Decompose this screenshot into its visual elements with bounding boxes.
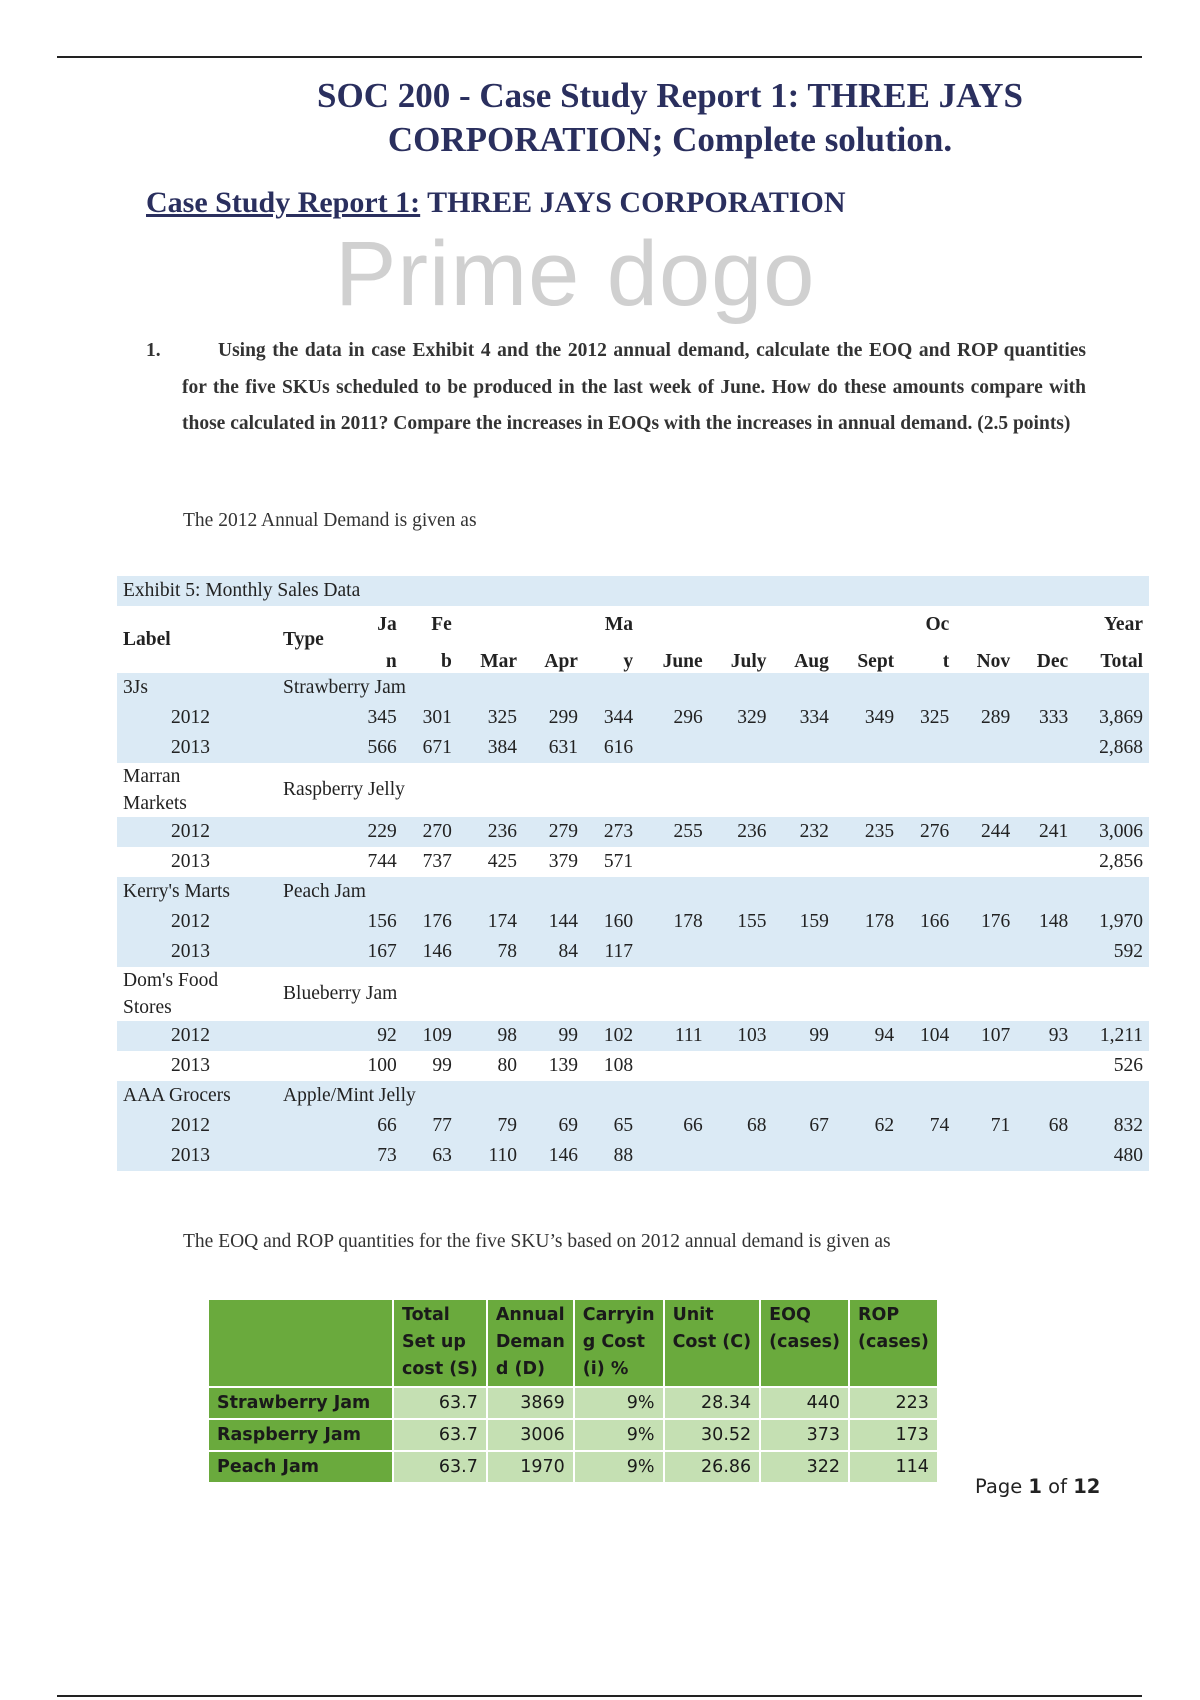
eoq-header-line: (cases) — [858, 1332, 929, 1352]
eoq-header-line: Carryin — [582, 1305, 655, 1325]
month-value: 296 — [639, 703, 709, 733]
month-value: 236 — [709, 817, 773, 847]
customer-label-line: Dom's Food — [123, 970, 219, 991]
eoq-header-line: Annual — [495, 1305, 565, 1325]
month-value: 737 — [422, 851, 452, 872]
eoq-rop-table — [207, 1298, 939, 1484]
month-value: 344 — [584, 703, 639, 733]
type-spacer — [277, 1021, 348, 1051]
empty-cell — [900, 733, 955, 763]
empty-cell — [1016, 1141, 1074, 1171]
section-heading — [146, 186, 846, 220]
section-heading-rest: THREE JAYS CORPORATION — [420, 186, 846, 219]
header-empty — [458, 606, 523, 636]
header-type: Type — [283, 628, 324, 650]
type-spacer — [277, 817, 348, 847]
empty-cell — [835, 1141, 900, 1171]
eoq-row — [208, 1387, 938, 1419]
type-spacer — [277, 937, 348, 967]
product-type: Raspberry Jelly — [283, 779, 405, 800]
product-type: Strawberry Jam — [277, 673, 1149, 703]
month-value: 345 — [348, 703, 403, 733]
month-value: 80 — [497, 1055, 518, 1076]
month-value: 68 — [709, 1111, 773, 1141]
empty-cell — [955, 847, 1016, 877]
month-value: 146 — [523, 1141, 584, 1171]
month-value: 671 — [403, 733, 458, 763]
header-sep: Sept — [857, 651, 895, 672]
month-value: 78 — [458, 937, 523, 967]
month-value: 67 — [773, 1111, 835, 1141]
empty-cell — [709, 847, 773, 877]
eoq-value: 440 — [760, 1387, 849, 1419]
month-value: 94 — [835, 1021, 900, 1051]
customer-label: AAA Grocers — [117, 1081, 277, 1111]
empty-cell — [900, 1051, 955, 1081]
month-value: 236 — [458, 817, 523, 847]
eoq-value: 28.34 — [664, 1387, 761, 1419]
eoq-header-cell — [664, 1299, 761, 1387]
month-value: 325 — [900, 703, 955, 733]
month-value: 68 — [1016, 1111, 1074, 1141]
month-value: 276 — [900, 817, 955, 847]
month-value: 104 — [900, 1021, 955, 1051]
empty-cell — [835, 847, 900, 877]
page-middle: of — [1041, 1475, 1074, 1498]
empty-cell — [1016, 733, 1074, 763]
empty-cell — [955, 937, 1016, 967]
month-value: 99 — [773, 1021, 835, 1051]
month-value: 241 — [1016, 817, 1074, 847]
year-label: 2012 — [117, 1021, 277, 1051]
customer-label: Kerry's Marts — [117, 877, 277, 907]
eoq-header-line: Cost (C) — [672, 1332, 752, 1352]
eoq-value: 9% — [574, 1387, 664, 1419]
month-value: 301 — [403, 703, 458, 733]
year-label: 2013 — [117, 937, 277, 967]
eoq-header-line: (cases) — [769, 1332, 841, 1352]
empty-cell — [835, 1051, 900, 1081]
month-value: 273 — [584, 817, 639, 847]
empty-cell — [1016, 937, 1074, 967]
customer-label: 3Js — [117, 673, 277, 703]
eoq-header-cell — [393, 1299, 487, 1387]
month-value: 77 — [403, 1111, 458, 1141]
month-value: 174 — [458, 907, 523, 937]
monthly-sales-table — [117, 576, 1149, 1171]
month-value: 148 — [1016, 907, 1074, 937]
month-value: 289 — [955, 703, 1016, 733]
month-value: 178 — [835, 907, 900, 937]
bottom-rule — [57, 1695, 1142, 1697]
month-value: 71 — [955, 1111, 1016, 1141]
empty-cell — [955, 1051, 1016, 1081]
top-rule — [57, 56, 1142, 58]
customer-label-line: Markets — [123, 793, 187, 814]
month-value: 63 — [403, 1141, 458, 1171]
eoq-value: 63.7 — [393, 1419, 487, 1451]
eoq-header-row — [208, 1299, 938, 1387]
month-value: 66 — [348, 1111, 403, 1141]
month-value: 66 — [639, 1111, 709, 1141]
table-title-row — [117, 576, 1149, 606]
month-value: 334 — [773, 703, 835, 733]
month-value: 144 — [523, 907, 584, 937]
page-prefix: Page — [975, 1475, 1029, 1498]
exhibit-title: Exhibit 5: Monthly Sales Data — [117, 576, 1149, 606]
header-jun: June — [662, 651, 703, 672]
month-value: 299 — [523, 703, 584, 733]
month-value: 99 — [432, 1055, 452, 1076]
group-label-row — [117, 967, 1149, 1021]
year-total: 832 — [1074, 1111, 1149, 1141]
eoq-header-line: (i) % — [582, 1359, 629, 1379]
month-value: 73 — [348, 1141, 403, 1171]
group-label-row — [117, 673, 1149, 703]
month-value: 167 — [348, 937, 403, 967]
month-value: 99 — [523, 1021, 584, 1051]
month-value: 98 — [458, 1021, 523, 1051]
month-value: 92 — [348, 1021, 403, 1051]
year-total: 1,970 — [1074, 907, 1149, 937]
eoq-value: 173 — [849, 1419, 938, 1451]
empty-cell — [773, 1141, 835, 1171]
month-value: 166 — [900, 907, 955, 937]
month-value: 425 — [487, 851, 518, 872]
type-spacer — [277, 847, 348, 877]
month-value: 156 — [348, 907, 403, 937]
eoq-header-line: cost (S) — [402, 1359, 478, 1379]
month-value: 325 — [458, 703, 523, 733]
eoq-header-line: g Cost — [582, 1332, 646, 1352]
empty-cell — [639, 1051, 709, 1081]
month-value: 79 — [458, 1111, 523, 1141]
empty-cell — [773, 847, 835, 877]
group-label-row — [117, 763, 1149, 817]
month-value: 244 — [955, 817, 1016, 847]
empty-cell — [639, 733, 709, 763]
eoq-value: 30.52 — [664, 1419, 761, 1451]
year-total: 2,856 — [1099, 851, 1143, 872]
header-empty — [955, 606, 1016, 636]
month-value: 103 — [709, 1021, 773, 1051]
month-value: 631 — [523, 733, 584, 763]
year-total: 480 — [1074, 1141, 1149, 1171]
empty-cell — [835, 937, 900, 967]
eoq-product-name: Strawberry Jam — [208, 1387, 393, 1419]
eoq-value: 26.86 — [664, 1451, 761, 1483]
empty-cell — [835, 733, 900, 763]
table-row — [117, 1021, 1149, 1051]
month-value: 744 — [367, 851, 397, 872]
header-oct: t — [942, 651, 950, 672]
month-value: 384 — [458, 733, 523, 763]
header-may: y — [623, 651, 634, 672]
month-value: 107 — [955, 1021, 1016, 1051]
month-value: 109 — [403, 1021, 458, 1051]
empty-cell — [1016, 1051, 1074, 1081]
eoq-header-line: Set up — [402, 1332, 466, 1352]
month-value: 566 — [348, 733, 403, 763]
eoq-header-line: Deman — [495, 1332, 565, 1352]
type-spacer — [277, 733, 348, 763]
header-year-top: Year — [1104, 614, 1143, 635]
header-empty — [523, 606, 584, 636]
month-value: 160 — [584, 907, 639, 937]
year-label: 2013 — [171, 851, 210, 872]
type-spacer — [277, 1051, 348, 1081]
empty-cell — [900, 847, 955, 877]
eoq-header-line: Total — [402, 1305, 450, 1325]
eoq-row — [208, 1451, 938, 1483]
eoq-product-name: Raspberry Jam — [208, 1419, 393, 1451]
header-empty — [1016, 606, 1074, 636]
header-empty — [835, 606, 900, 636]
month-value: 108 — [603, 1055, 634, 1076]
eoq-header-line: ROP — [858, 1305, 900, 1325]
month-value: 159 — [773, 907, 835, 937]
eoq-intro: The EOQ and ROP quantities for the five SKU’s based on 2012 annual demand is given as — [183, 1231, 891, 1252]
eoq-value: 223 — [849, 1387, 938, 1419]
header-empty — [639, 606, 709, 636]
annual-demand-intro: The 2012 Annual Demand is given as — [183, 510, 477, 531]
month-value: 379 — [548, 851, 578, 872]
page-total: 12 — [1073, 1475, 1101, 1498]
empty-cell — [955, 733, 1016, 763]
month-value: 176 — [955, 907, 1016, 937]
month-value: 255 — [639, 817, 709, 847]
year-label: 2012 — [117, 703, 277, 733]
month-value: 279 — [523, 817, 584, 847]
empty-cell — [773, 937, 835, 967]
month-value: 84 — [523, 937, 584, 967]
month-value: 139 — [548, 1055, 578, 1076]
eoq-header-line: EOQ — [769, 1305, 811, 1325]
section-heading-prefix: Case Study Report 1: — [146, 186, 421, 219]
eoq-value: 63.7 — [393, 1387, 487, 1419]
month-value: 229 — [348, 817, 403, 847]
empty-cell — [900, 937, 955, 967]
eoq-value: 3869 — [487, 1387, 574, 1419]
eoq-product-name: Peach Jam — [208, 1451, 393, 1483]
table-row — [117, 1111, 1149, 1141]
header-year: Total — [1100, 651, 1143, 672]
header-jan-top: Ja — [377, 614, 397, 635]
empty-cell — [1016, 847, 1074, 877]
table-row — [117, 703, 1149, 733]
eoq-header-cell — [574, 1299, 664, 1387]
empty-cell — [639, 1141, 709, 1171]
eoq-value: 114 — [849, 1451, 938, 1483]
month-value: 270 — [403, 817, 458, 847]
eoq-value: 9% — [574, 1419, 664, 1451]
customer-label — [117, 763, 277, 817]
header-apr: Apr — [544, 651, 578, 672]
year-total: 526 — [1113, 1055, 1143, 1076]
month-value: 146 — [403, 937, 458, 967]
eoq-header-line: Unit — [672, 1305, 714, 1325]
eoq-row — [208, 1419, 938, 1451]
month-value: 111 — [639, 1021, 709, 1051]
eoq-header-cell — [760, 1299, 849, 1387]
month-value: 333 — [1016, 703, 1074, 733]
month-value: 69 — [523, 1111, 584, 1141]
type-spacer — [277, 1141, 348, 1171]
month-value: 88 — [584, 1141, 639, 1171]
watermark: Prime dogo — [335, 223, 816, 325]
year-label: 2013 — [117, 733, 277, 763]
document-title: SOC 200 - Case Study Report 1: THREE JAYS CORPORATION; Complete solution. — [317, 76, 1023, 159]
header-jan: n — [385, 651, 397, 672]
empty-cell — [639, 937, 709, 967]
year-label: 2013 — [171, 1055, 210, 1076]
header-oct-top: Oc — [925, 614, 950, 635]
month-value: 616 — [584, 733, 639, 763]
question-text: Using the data in case Exhibit 4 and the 2012 annual demand, calculate the EOQ and ROP quantities for the five SKUs scheduled to be produced in the last week of June. How do these amounts compare with those calculated in 2011? Compare the increases in EOQs with the increases in annual demand. (2.5 points) — [182, 340, 1086, 434]
month-value: 102 — [584, 1021, 639, 1051]
year-label: 2012 — [117, 1111, 277, 1141]
empty-cell — [639, 847, 709, 877]
year-total: 3,869 — [1074, 703, 1149, 733]
table-row — [117, 733, 1149, 763]
type-spacer — [277, 703, 348, 733]
eoq-value: 1970 — [487, 1451, 574, 1483]
header-may-top: Ma — [604, 614, 634, 635]
year-total: 1,211 — [1074, 1021, 1149, 1051]
customer-label — [117, 967, 277, 1021]
product-type: Blueberry Jam — [283, 983, 398, 1004]
month-value: 235 — [835, 817, 900, 847]
header-empty — [709, 606, 773, 636]
table-row — [117, 907, 1149, 937]
table-row — [117, 1051, 1149, 1081]
product-type: Peach Jam — [277, 877, 1149, 907]
empty-cell — [900, 1141, 955, 1171]
eoq-value: 3006 — [487, 1419, 574, 1451]
group-label-row — [117, 877, 1149, 907]
table-row — [117, 847, 1149, 877]
month-value: 178 — [639, 907, 709, 937]
month-value: 117 — [584, 937, 639, 967]
product-type: Apple/Mint Jelly — [277, 1081, 1149, 1111]
eoq-value: 63.7 — [393, 1451, 487, 1483]
month-value: 155 — [709, 907, 773, 937]
empty-cell — [709, 1051, 773, 1081]
table-row — [117, 1141, 1149, 1171]
type-spacer — [277, 907, 348, 937]
question-1 — [146, 333, 1086, 443]
year-total: 592 — [1074, 937, 1149, 967]
empty-cell — [773, 733, 835, 763]
year-label: 2012 — [117, 817, 277, 847]
year-label: 2012 — [117, 907, 277, 937]
header-nov: Nov — [976, 651, 1011, 672]
month-value: 232 — [773, 817, 835, 847]
header-jul: July — [730, 651, 767, 672]
month-value: 571 — [603, 851, 634, 872]
empty-cell — [955, 1141, 1016, 1171]
customer-label-line: Marran — [123, 766, 181, 787]
eoq-value: 373 — [760, 1419, 849, 1451]
type-spacer — [277, 1111, 348, 1141]
header-feb-top: Fe — [431, 614, 452, 635]
year-total: 2,868 — [1074, 733, 1149, 763]
header-feb: b — [440, 651, 452, 672]
eoq-value: 322 — [760, 1451, 849, 1483]
eoq-header-line: d (D) — [495, 1359, 546, 1379]
empty-cell — [773, 1051, 835, 1081]
eoq-header-cell — [487, 1299, 574, 1387]
empty-cell — [709, 937, 773, 967]
header-empty — [773, 606, 835, 636]
header-label: Label — [123, 628, 171, 650]
group-label-row — [117, 1081, 1149, 1111]
month-value: 176 — [403, 907, 458, 937]
eoq-value: 9% — [574, 1451, 664, 1483]
table-row — [117, 937, 1149, 967]
header-blank — [208, 1299, 393, 1387]
eoq-header-cell — [849, 1299, 938, 1387]
question-number: 1. — [146, 340, 161, 361]
customer-label-line: Stores — [123, 997, 172, 1018]
table-row — [117, 817, 1149, 847]
page-number — [975, 1475, 1100, 1498]
month-value: 100 — [367, 1055, 397, 1076]
header-aug: Aug — [794, 651, 829, 672]
month-value: 65 — [584, 1111, 639, 1141]
year-label: 2013 — [117, 1141, 277, 1171]
month-value: 110 — [458, 1141, 523, 1171]
header-mar: Mar — [480, 651, 518, 672]
page-current: 1 — [1028, 1475, 1042, 1498]
year-total: 3,006 — [1074, 817, 1149, 847]
empty-cell — [709, 1141, 773, 1171]
month-value: 329 — [709, 703, 773, 733]
empty-cell — [709, 733, 773, 763]
header-dec: Dec — [1036, 651, 1069, 672]
month-value: 349 — [835, 703, 900, 733]
month-value: 93 — [1016, 1021, 1074, 1051]
month-value: 62 — [835, 1111, 900, 1141]
table-header-row — [117, 606, 1149, 636]
month-value: 74 — [900, 1111, 955, 1141]
